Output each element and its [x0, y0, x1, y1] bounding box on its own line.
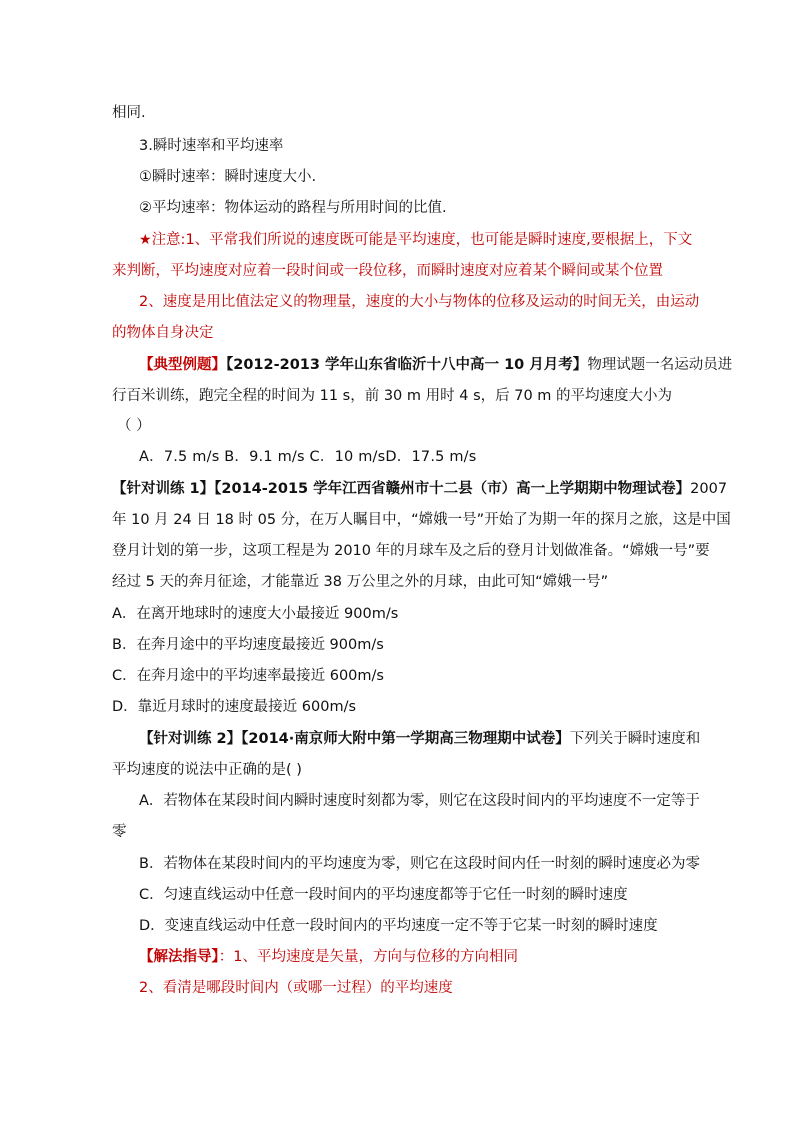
text-line: ①瞬时速率：瞬时速度大小. [139, 169, 317, 185]
example-heading [139, 355, 732, 375]
note-text: 注意:1、平常我们所说的速度既可能是平均速度，也可能是瞬时速度,要根据上，下文 [151, 232, 693, 248]
option-b: B．若物体在某段时间内的平均速度为零，则它在这段时间内任一时刻的瞬时速度必为零 [139, 856, 700, 872]
note-line: 的物体自身决定 [112, 325, 214, 341]
option-d: D．靠近月球时的速度最接近 600m/s [112, 699, 357, 715]
example-tag: 【典型例题】 [139, 357, 226, 373]
exercise-source: 【2014·南京师大附中第一学期高三物理期中试卷】 [241, 731, 570, 747]
text-line: 平均速度的说法中正确的是( ) [112, 762, 302, 778]
exercise-heading [112, 479, 727, 499]
note-line: 2、速度是用比值法定义的物理量，速度的大小与物体的位移及运动的时间无关，由运动 [139, 294, 700, 310]
exercise-tag: 【针对训练 2】 [139, 731, 242, 747]
text-line: 相同. [112, 105, 146, 121]
example-text: 物理试题一名运动员进 [587, 357, 733, 373]
text-line: 年 10 月 24 日 18 时 05 分，在万人瞩目中，“嫦娥一号”开始了为期一年的探月之旅，这是中国 [112, 512, 731, 528]
star-icon: ★ [139, 232, 152, 248]
note-line [139, 230, 692, 250]
exercise-tag: 【针对训练 1】 [112, 481, 215, 497]
option-b: B．在奔月途中的平均速度最接近 900m/s [112, 637, 384, 653]
option-a: A．若物体在某段时间内瞬时速度时刻都为零，则它在这段时间内的平均速度不一定等于 [139, 793, 700, 809]
method-tag: 【解法指导】 [139, 949, 219, 965]
option-c: C．在奔月途中的平均速率最接近 600m/s [112, 668, 384, 684]
method-guide-line: 2、看清是哪段时间内（或哪一过程）的平均速度 [139, 980, 453, 996]
text-line: ②平均速率：物体运动的路程与所用时间的比值. [139, 200, 447, 216]
example-source: 【2012-2013 学年山东省临沂十八中高一 10 月月考】 [226, 357, 588, 373]
exercise-text: 下列关于瞬时速度和 [569, 731, 701, 747]
exercise-heading [139, 729, 700, 749]
answer-bracket: （ ） [117, 418, 151, 434]
text-line: 零 [112, 824, 127, 840]
text-line: 行百米训练，跑完全程的时间为 11 s，前 30 m 用时 4 s，后 70 m 的平均速度大小为 [112, 388, 673, 404]
options-line: A．7.5 m/s B．9.1 m/s C．10 m/sD．17.5 m/s [139, 449, 477, 465]
option-a: A．在离开地球时的速度大小最接近 900m/s [112, 606, 399, 622]
option-c: C．匀速直线运动中任意一段时间内的平均速度都等于它任一时刻的瞬时速度 [139, 887, 628, 903]
text-line: 经过 5 天的奔月征途，才能靠近 38 万公里之外的月球，由此可知“嫦娥一号” [112, 574, 609, 590]
note-line: 来判断，平均速度对应着一段时间或一段位移，而瞬时速度对应着某个瞬间或某个位置 [112, 263, 663, 279]
exercise-source: 【2014-2015 学年江西省赣州市十二县（市）高一上学期期中物理试卷】 [214, 481, 691, 497]
option-d: D．变速直线运动中任意一段时间内的平均速度一定不等于它某一时刻的瞬时速度 [139, 918, 658, 934]
text-line: 登月计划的第一步，这项工程是为 2010 年的月球车及之后的登月计划做准备。“嫦娥一号”要 [112, 543, 710, 559]
method-guide [139, 947, 518, 967]
exercise-text: 2007 [690, 481, 728, 497]
section-heading: 3.瞬时速率和平均速率 [139, 138, 284, 154]
method-text: ：1、平均速度是矢量，方向与位移的方向相同 [218, 949, 518, 965]
